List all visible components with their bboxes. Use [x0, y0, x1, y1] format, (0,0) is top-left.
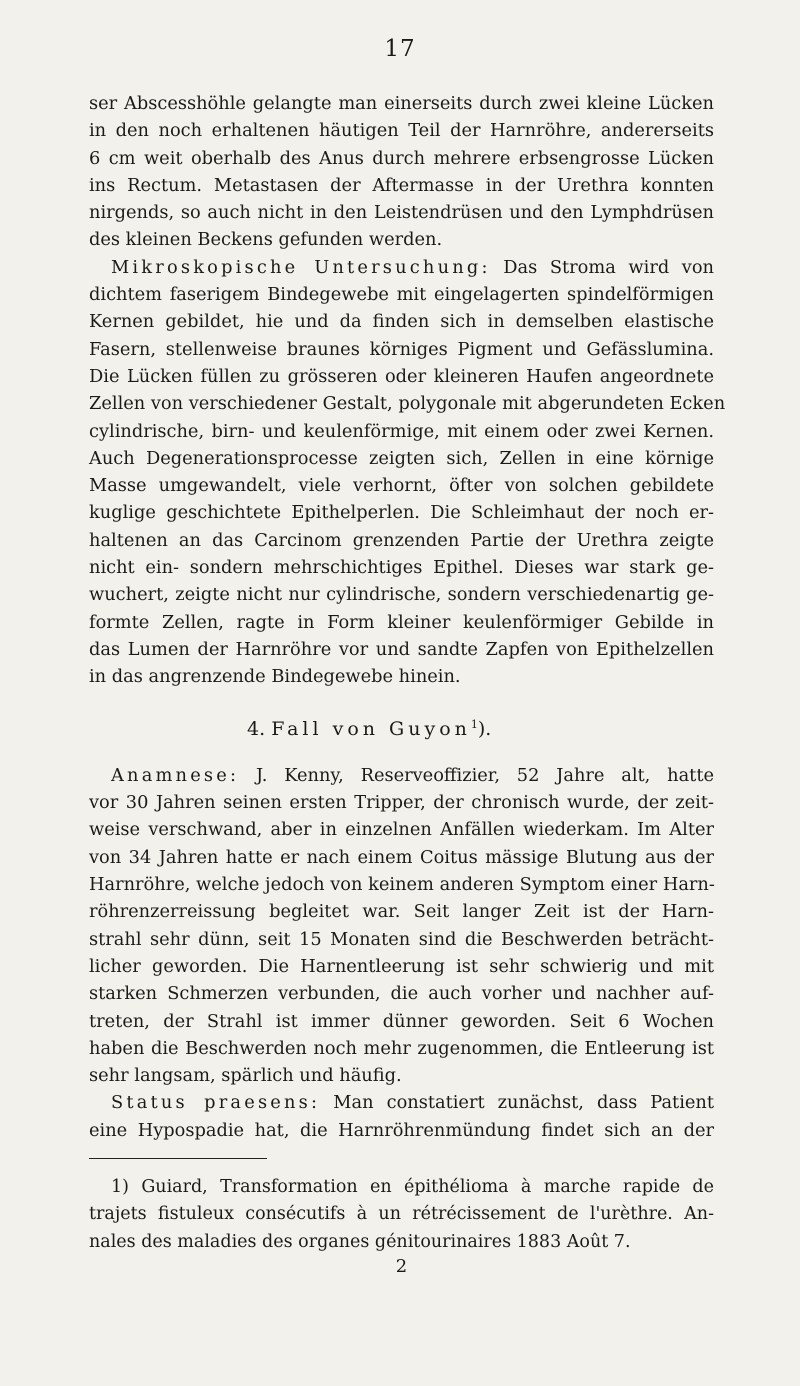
text-line	[89, 1089, 714, 1116]
text-line: wuchert, zeigte nicht nur cylindrische, sondern verschiedenartig ge-	[89, 584, 714, 606]
footnote-line: nales des maladies des organes génitourinaires 1883 Août 7.	[89, 1231, 631, 1252]
page-number: 17	[384, 36, 416, 62]
section-label: Anamnese:	[111, 764, 240, 786]
section-label: Status praesens:	[111, 1092, 321, 1114]
paragraph-microscopic	[89, 254, 726, 691]
text-line	[89, 254, 714, 281]
text-line: röhrenzerreissung begleitet war. Seit langer Zeit ist der Harn-	[89, 901, 714, 923]
text-line: von 34 Jahren hatte er nach einem Coitus mässige Blutung aus der	[89, 846, 714, 868]
text-line: Zellen von verschiedener Gestalt, polygonale mit abgerundeten Ecken	[89, 393, 726, 415]
text-line: weise verschwand, aber in einzelnen Anfällen wiederkam. Im Alter	[89, 819, 714, 841]
paragraph-anamnesis	[89, 762, 714, 1090]
paragraph-abscess	[89, 90, 714, 254]
signature-mark: 2	[395, 1255, 408, 1277]
text-line: Die Lücken füllen zu grösseren oder kleineren Haufen angeordnete	[89, 365, 714, 387]
text-run: Man constatiert zunächst, dass Patient	[333, 1092, 715, 1114]
text-line: strahl sehr dünn, seit 15 Monaten sind die Beschwerden beträcht-	[89, 928, 714, 950]
text-line: treten, der Strahl ist immer dünner geworden. Seit 6 Wochen	[89, 1010, 714, 1032]
text-line: vor 30 Jahren seinen ersten Tripper, der chronisch wurde, der zeit-	[89, 792, 714, 814]
text-run: J. Kenny, Reserveoffizier, 52 Jahre alt, hatte	[255, 764, 714, 786]
text-line: Masse umgewandelt, viele verhornt, öfter von solchen gebildete	[89, 475, 714, 497]
text-line: ser Abscesshöhle gelangte man einerseits durch zwei kleine Lücken	[89, 93, 714, 114]
text-line: das Lumen der Harnröhre vor und sandte Zapfen von Epithelzellen	[89, 638, 714, 660]
text-line: licher geworden. Die Harnentleerung ist sehr schwierig und mit	[89, 955, 714, 977]
footnote-divider	[89, 1158, 267, 1159]
text-line: cylindrische, birn- und keulenförmige, mit einem oder zwei Kernen.	[89, 420, 714, 442]
text-line: nirgends, so auch nicht in den Leistendrüsen und den Lymphdrüsen	[89, 202, 714, 224]
text-line: Fasern, stellenweise braunes körniges Pigment und Gefässlumina.	[89, 338, 714, 360]
text-line: des kleinen Beckens gefunden werden.	[89, 229, 443, 251]
text-line: dichtem faserigem Bindegewebe mit eingelagerten spindelförmigen	[89, 284, 714, 306]
text-line: haltenen an das Carcinom grenzenden Partie der Urethra zeigte	[89, 529, 714, 551]
heading-suffix: ).	[477, 717, 492, 740]
text-line: Harnröhre, welche jedoch von keinem anderen Symptom einer Harn-	[89, 874, 715, 896]
heading-title: Fall von Guyon	[271, 717, 471, 740]
text-line: in das angrenzende Bindegewebe hinein.	[89, 666, 461, 688]
text-line: 6 cm weit oberhalb des Anus durch mehrere erbsengrosse Lücken	[89, 147, 714, 169]
text-line: formte Zellen, ragte in Form kleiner keulenförmiger Gebilde in	[89, 611, 714, 633]
text-run: Das Stroma wird von	[503, 256, 714, 278]
text-line	[89, 762, 714, 789]
text-line: Kernen gebildet, hie und da finden sich in demselben elastische	[89, 311, 714, 333]
text-line: Auch Degenerationsprocesse zeigten sich, Zellen in eine körnige	[89, 447, 714, 469]
section-label: Mikroskopische Untersuchung:	[111, 256, 491, 278]
footnote-line: 1) Guiard, Transformation en épithélioma à marche rapide de	[111, 1176, 714, 1197]
section-heading	[89, 716, 714, 743]
footnote-line: trajets fistuleux consécutifs à un rétrécissement de l'urèthre. An-	[89, 1204, 714, 1225]
footnote	[89, 1174, 714, 1256]
text-line: kuglige geschichtete Epithelperlen. Die Schleimhaut der noch er-	[89, 502, 714, 524]
text-line: nicht ein- sondern mehrschichtiges Epithel. Dieses war stark ge-	[89, 557, 714, 579]
heading-number: 4.	[247, 717, 266, 740]
text-line: sehr langsam, spärlich und häufig.	[89, 1065, 402, 1087]
text-line: in den noch erhaltenen häutigen Teil der Harnröhre, andererseits	[89, 120, 714, 142]
footnote-reference: 1	[470, 717, 478, 731]
body-text	[89, 90, 726, 1278]
paragraph-status	[89, 1089, 714, 1144]
text-line: starken Schmerzen verbunden, die auch vorher und nachher auf-	[89, 983, 714, 1005]
text-line: eine Hypospadie hat, die Harnröhrenmündung findet sich an der	[89, 1119, 714, 1141]
text-line: haben die Beschwerden noch mehr zugenommen, die Entleerung ist	[89, 1037, 714, 1059]
text-line: ins Rectum. Metastasen der Aftermasse in der Urethra konnten	[89, 174, 714, 196]
